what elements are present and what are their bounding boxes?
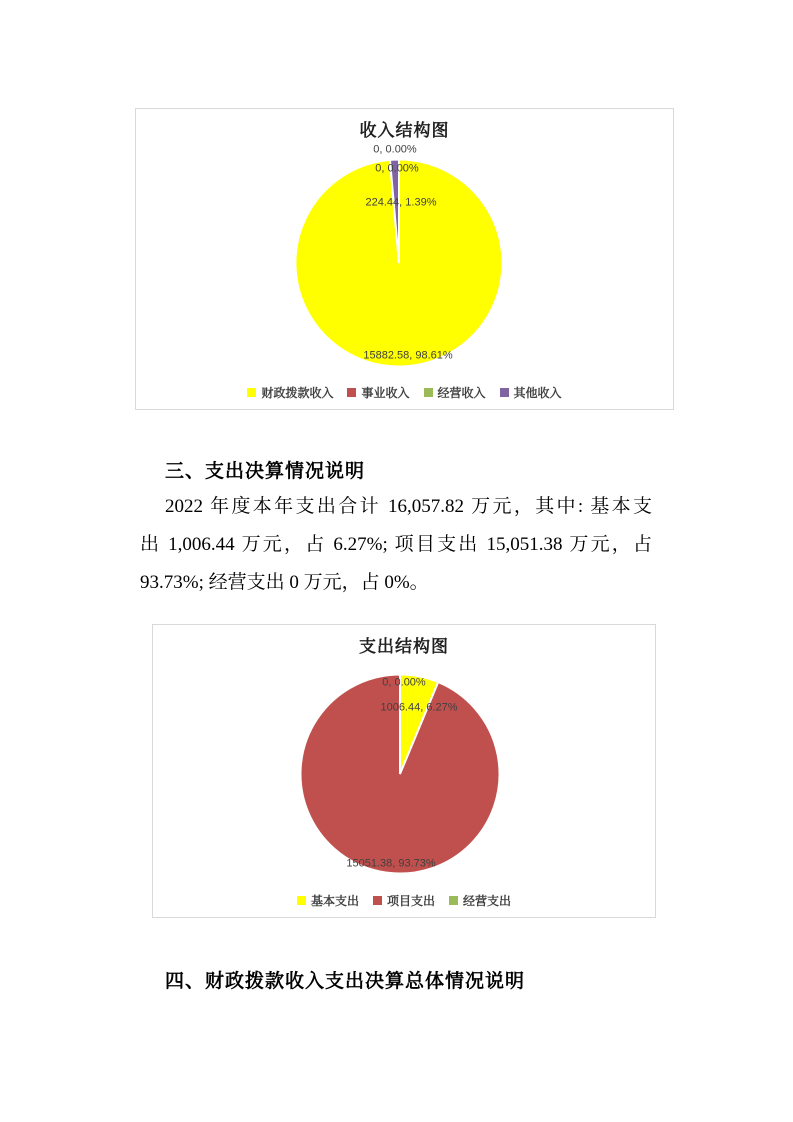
legend-swatch-icon xyxy=(247,388,256,397)
legend-item xyxy=(424,384,486,401)
legend-label: 经营支出 xyxy=(463,894,512,908)
section-3-paragraph xyxy=(140,488,652,602)
legend-item xyxy=(500,384,562,401)
paragraph-line: 93.73%; 经营支出 0 万元，占 0%。 xyxy=(140,572,429,593)
legend-label: 经营收入 xyxy=(437,386,486,400)
paragraph-line: 出 1,006.44 万元，占 6.27%; 项目支出 15,051.38 万元，占 xyxy=(140,534,652,555)
expenditure-structure-chart xyxy=(152,624,656,918)
section-4-heading: 四、财政拨款收入支出决算总体情况说明 xyxy=(165,971,526,992)
data-label: 0, 0.00% xyxy=(382,676,426,689)
legend-swatch-icon xyxy=(424,388,433,397)
legend-swatch-icon xyxy=(347,388,356,397)
expenditure-chart-title: 支出结构图 xyxy=(359,637,449,656)
legend-label: 其他收入 xyxy=(513,386,562,400)
paragraph-line: 2022 年度本年支出合计 16,057.82 万元，其中: 基本支 xyxy=(165,496,652,517)
data-label: 0, 0.00% xyxy=(373,143,417,156)
data-label: 15882.58, 98.61% xyxy=(363,349,453,362)
data-label: 224.44, 1.39% xyxy=(365,196,437,209)
legend-item xyxy=(297,892,359,909)
legend-item xyxy=(449,892,511,909)
legend-swatch-icon xyxy=(500,388,509,397)
income-pie xyxy=(294,158,504,368)
legend-swatch-icon xyxy=(373,896,382,905)
legend-swatch-icon xyxy=(297,896,306,905)
legend-label: 基本支出 xyxy=(310,894,359,908)
income-chart-legend xyxy=(136,384,673,401)
data-label: 1006.44, 6.27% xyxy=(380,701,458,714)
income-structure-chart xyxy=(135,108,674,410)
legend-swatch-icon xyxy=(449,896,458,905)
income-chart-title: 收入结构图 xyxy=(359,121,450,140)
data-label: 15051.38, 93.73% xyxy=(346,857,436,870)
section-3-heading: 三、支出决算情况说明 xyxy=(165,461,366,482)
legend-item xyxy=(247,384,333,401)
data-label: 0, 0.00% xyxy=(375,162,419,175)
expenditure-chart-legend xyxy=(153,892,655,909)
legend-label: 事业收入 xyxy=(361,386,410,400)
legend-item xyxy=(347,384,409,401)
legend-label: 财政拨款收入 xyxy=(261,386,334,400)
legend-label: 项目支出 xyxy=(386,894,435,908)
legend-item xyxy=(373,892,435,909)
